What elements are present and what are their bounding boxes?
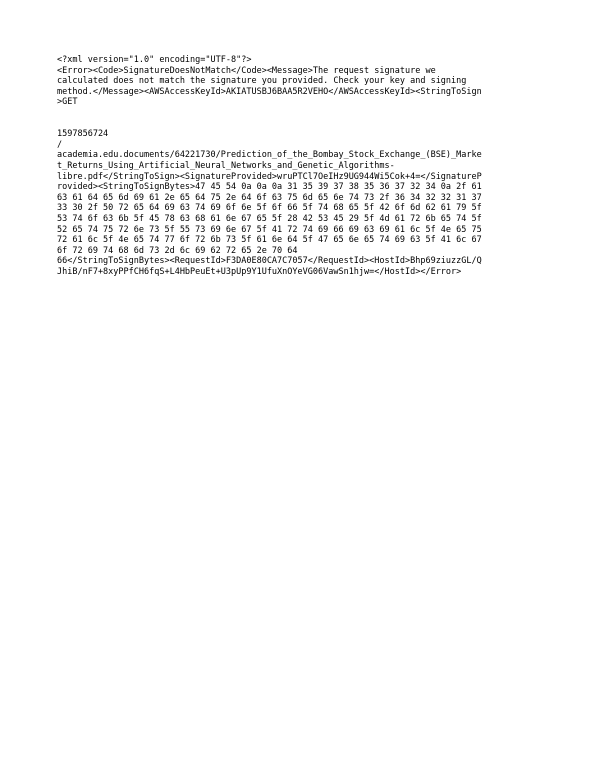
text-line: >GET xyxy=(57,97,78,108)
text-line: JhiB/nF7+8xyPPfCH6fqS+L4HbPeuEt+U3pUp9Y1UfuXnOYeVG06VawSn1hjw=</HostId></Error> xyxy=(57,266,462,277)
text-line: <?xml version="1.0" encoding="UTF-8"?> xyxy=(57,55,252,65)
text-line: 52 65 74 75 72 6e 73 5f 55 73 69 6e 67 5f 41 72 74 69 66 69 63 69 61 6c 5f 4e 65 75 xyxy=(57,224,482,235)
text-line: <Error><Code>SignatureDoesNotMatch</Code><Message>The request signature we xyxy=(57,65,436,76)
xml-error-text xyxy=(57,55,557,277)
text-line: method.</Message><AWSAccessKeyId>AKIATUSBJ6BAA5R2VEHO</AWSAccessKeyId><StringToSign xyxy=(57,86,482,97)
text-line: 63 61 64 65 6d 69 61 2e 65 64 75 2e 64 6f 63 75 6d 65 6e 74 73 2f 36 34 32 32 31 37 xyxy=(57,192,482,203)
text-line: 1597856724 xyxy=(57,129,109,140)
text-line: rovided><StringToSignBytes>47 45 54 0a 0a 0a 31 35 39 37 38 35 36 37 32 34 0a 2f 61 xyxy=(57,182,482,193)
text-line xyxy=(57,108,557,119)
text-line: academia.edu.documents/64221730/Prediction_of_the_Bombay_Stock_Exchange_(BSE)_Marke xyxy=(57,150,482,161)
text-line: 53 74 6f 63 6b 5f 45 78 63 68 61 6e 67 65 5f 28 42 53 45 29 5f 4d 61 72 6b 65 74 5f xyxy=(57,213,482,224)
text-line: / xyxy=(57,139,63,150)
text-line: t_Returns_Using_Artificial_Neural_Networks_and_Genetic_Algorithms- xyxy=(57,160,395,171)
text-line: libre.pdf</StringToSign><SignatureProvided>wruPTCl7OeIHz9UG944Wi5Cok+4=</SignatureP xyxy=(57,171,482,182)
text-line xyxy=(57,119,557,130)
text-line: 6f 72 69 74 68 6d 73 2d 6c 69 62 72 65 2e 70 64 xyxy=(57,245,298,256)
text-line: calculated does not match the signature you provided. Check your key and signing xyxy=(57,76,467,87)
text-line: 33 30 2f 50 72 65 64 69 63 74 69 6f 6e 5f 6f 66 5f 74 68 65 5f 42 6f 6d 62 61 79 5f xyxy=(57,203,482,214)
text-line: 72 61 6c 5f 4e 65 74 77 6f 72 6b 73 5f 61 6e 64 5f 47 65 6e 65 74 69 63 5f 41 6c 67 xyxy=(57,235,482,246)
text-line: 66</StringToSignBytes><RequestId>F3DA0E80CA7C7057</RequestId><HostId>Bhp69ziuzzGL/Q xyxy=(57,256,482,267)
